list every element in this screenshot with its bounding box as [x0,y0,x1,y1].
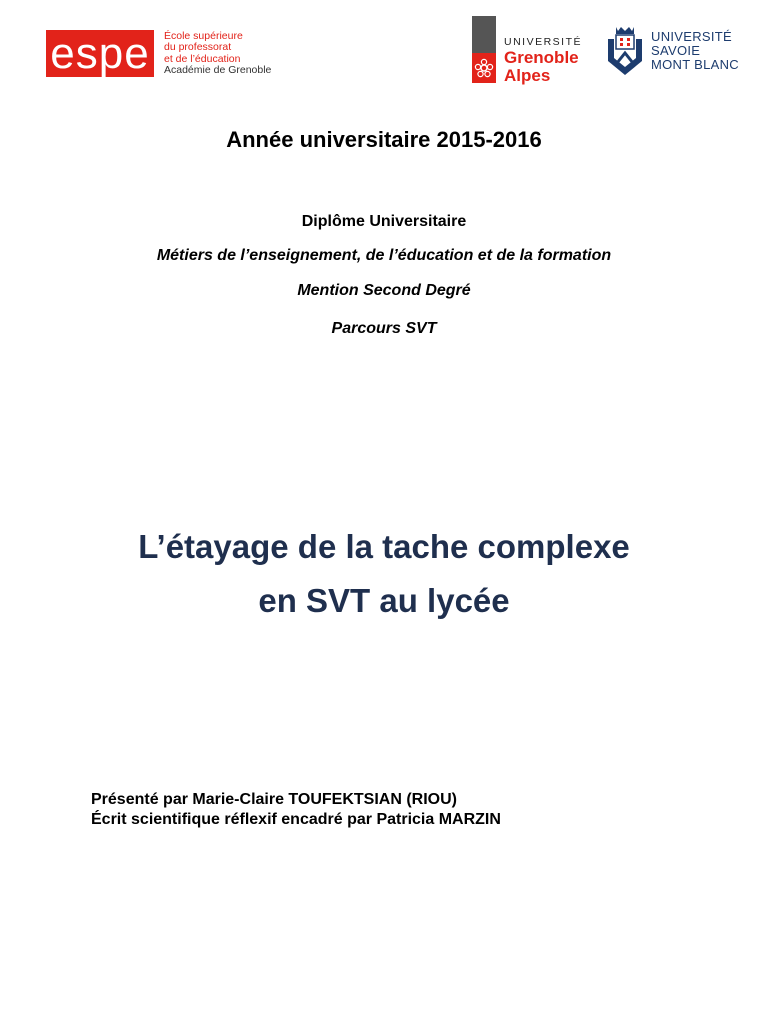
uga-line-2: Grenoble [504,48,579,67]
uga-line-3: Alpes [504,66,551,85]
document-title-line-1: L’étayage de la tache complexe [138,528,630,565]
usmb-line-2: SAVOIE [651,43,701,58]
uga-logo-text [504,36,582,85]
espe-line-2: du professorat [164,41,232,53]
diploma-parcours: Parcours SVT [331,320,437,337]
espe-logo-text [164,31,271,77]
supervised-by: Écrit scientifique réflexif encadré par Patricia MARZIN [91,811,501,828]
document-title-line-2: en SVT au lycée [258,582,510,619]
uga-flower-icon [474,58,494,78]
usmb-line-1: UNIVERSITÉ [651,29,733,44]
espe-logo-mark: espe [46,30,154,77]
credits [91,790,501,830]
uga-logo [472,16,582,85]
espe-line-3: et de l’éducation [164,52,241,65]
uga-logo-bar [472,16,496,83]
espe-line-4: Académie de Grenoble [164,64,272,76]
uga-line-1: UNIVERSITÉ [504,36,583,48]
diploma-field: Métiers de l’enseignement, de l’éducation et de la formation [156,247,612,264]
diploma-title: Diplôme Universitaire [301,213,467,230]
diploma-mention: Mention Second Degré [297,282,471,299]
usmb-line-3: MONT BLANC [651,57,739,72]
usmb-logo-text [651,30,739,72]
presented-by: Présenté par Marie-Claire TOUFEKTSIAN (RIOU) [91,791,458,808]
espe-logo [46,30,271,77]
usmb-logo [605,25,739,77]
usmb-shield-icon [605,25,645,77]
academic-year: Année universitaire 2015-2016 [226,127,542,152]
document-title [0,520,768,628]
espe-line-1: École supérieure [164,29,243,42]
